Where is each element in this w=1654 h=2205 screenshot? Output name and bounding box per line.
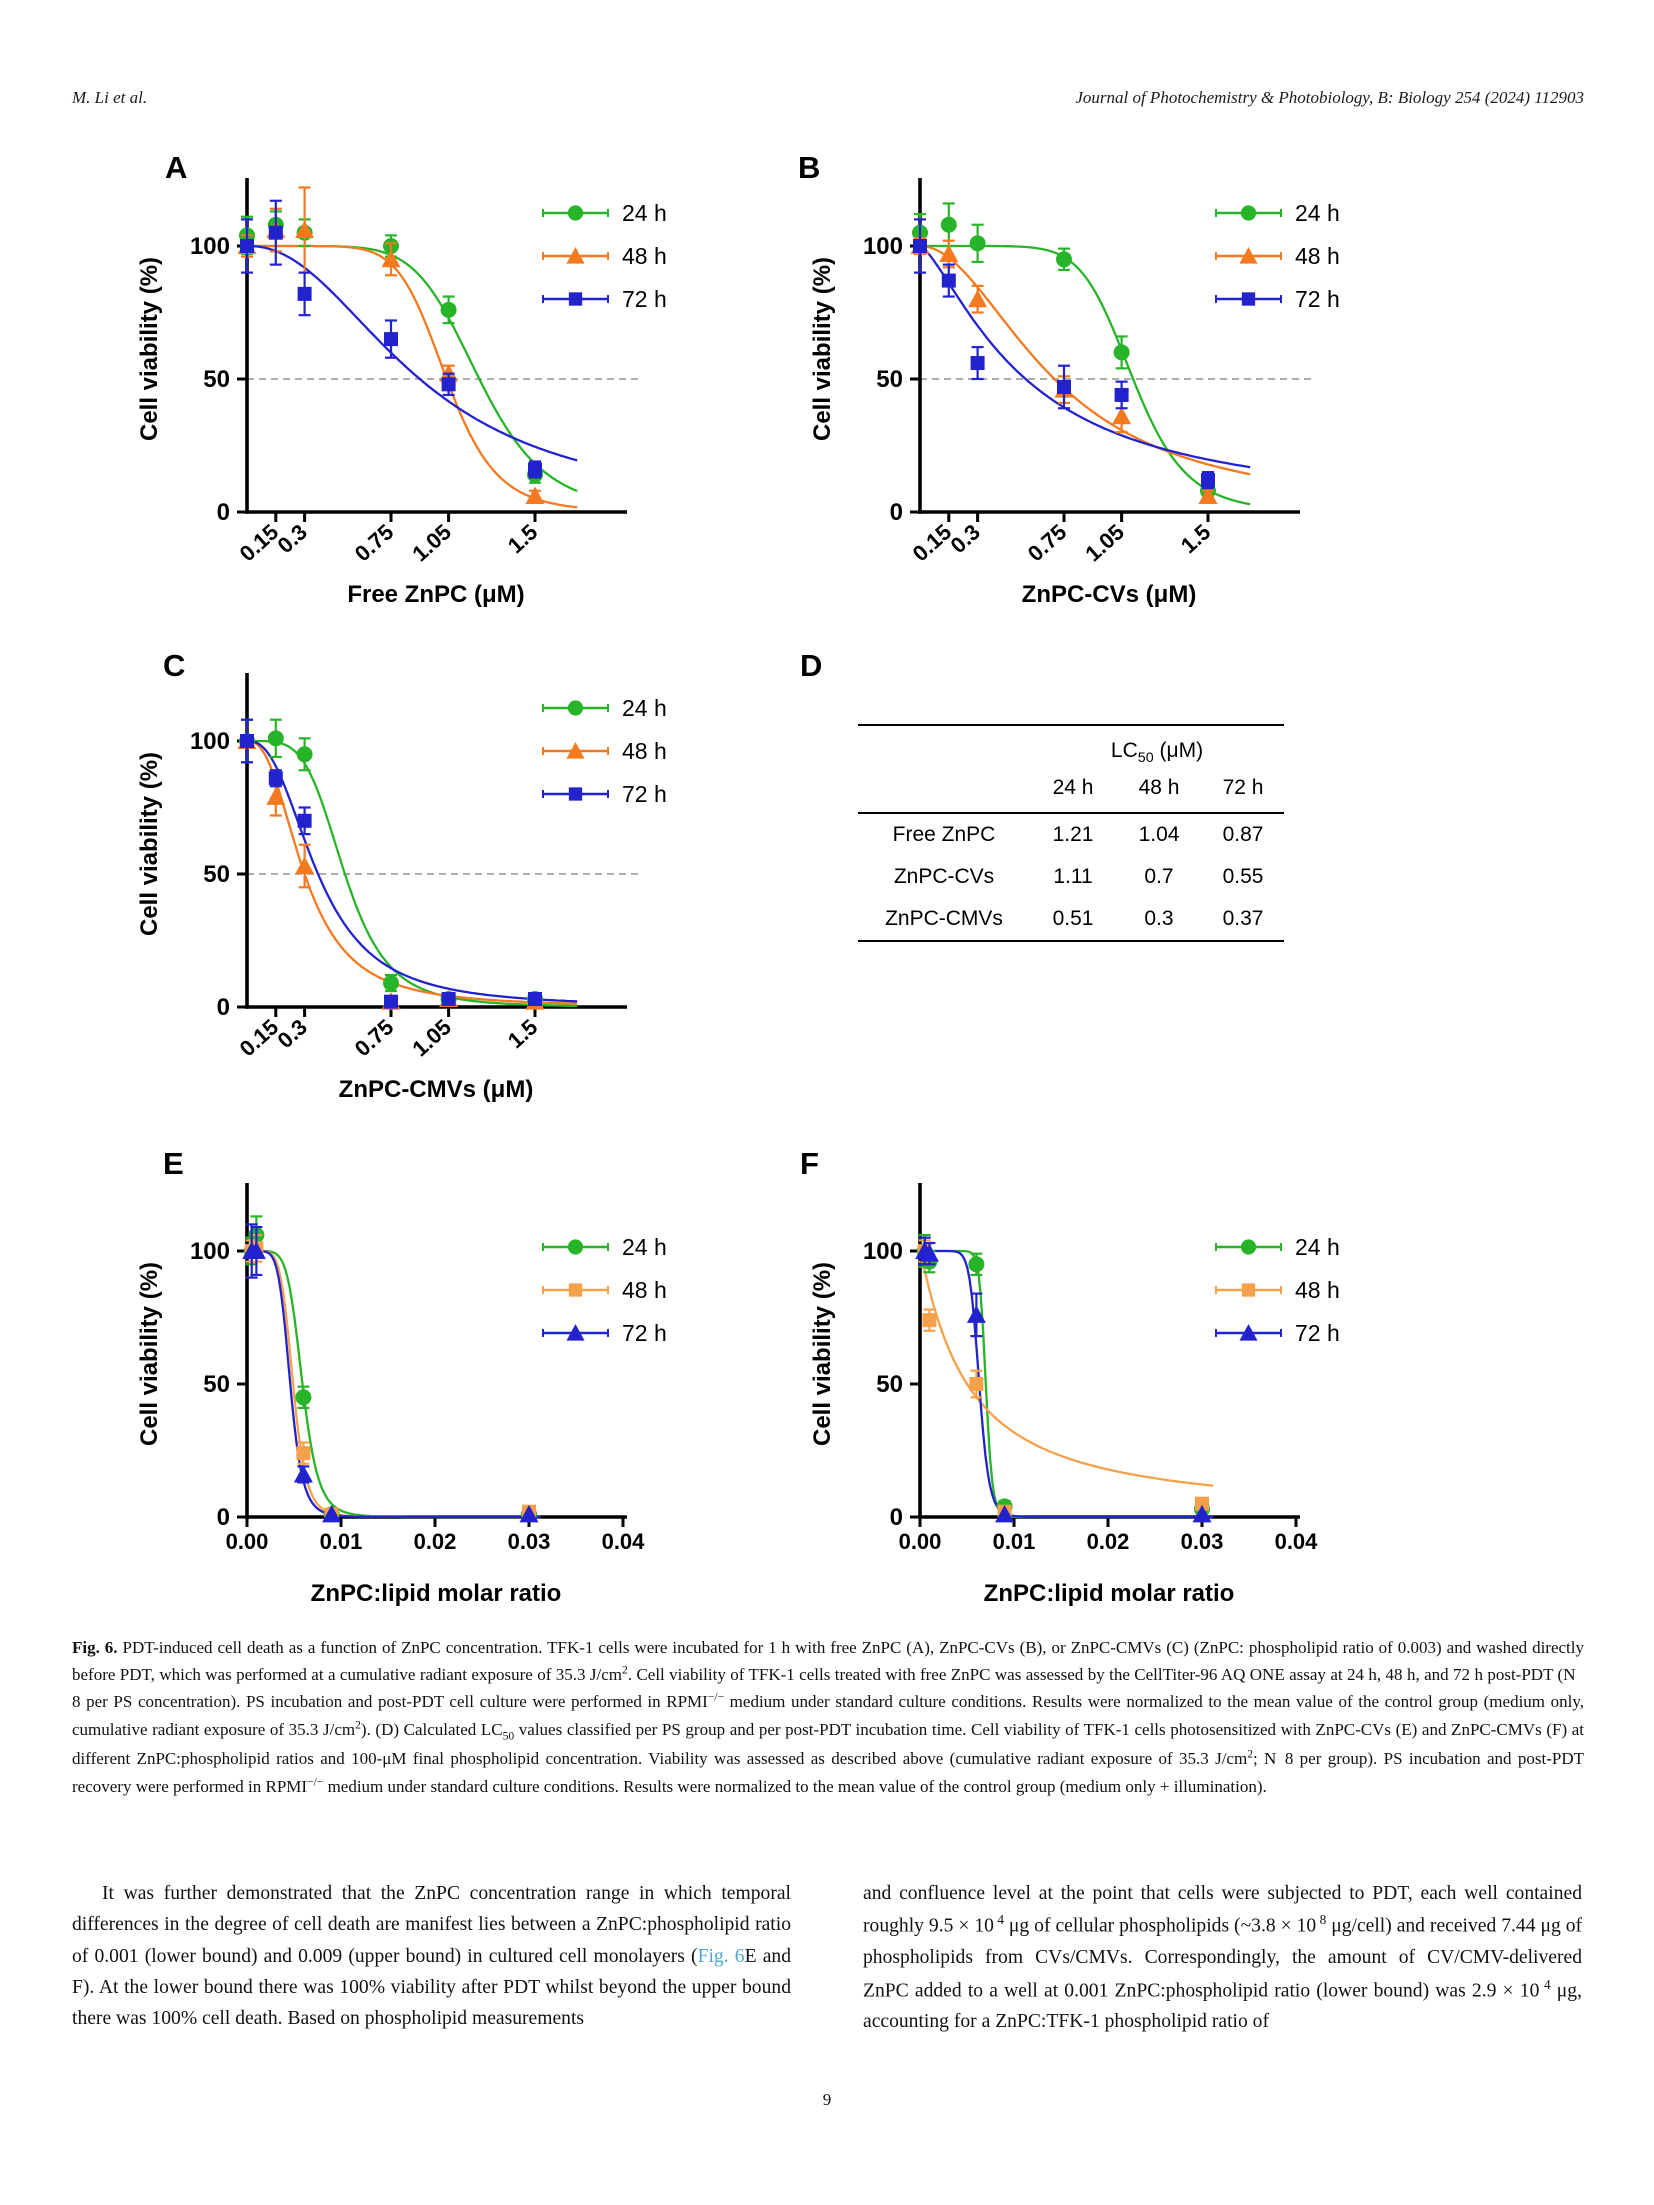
fit-curve	[920, 1251, 1213, 1486]
table-cell: 1.11	[1053, 865, 1093, 889]
legend	[1216, 200, 1340, 312]
y-axis-title: Cell viability (%)	[136, 256, 163, 442]
svg-text:0.3: 0.3	[272, 519, 312, 559]
svg-text:48 h: 48 h	[1295, 243, 1340, 269]
table-row	[858, 856, 1284, 898]
table-col-header: 48 h	[1138, 776, 1180, 800]
legend-item	[543, 200, 667, 226]
svg-text:0: 0	[216, 499, 230, 526]
legend-item	[1216, 200, 1340, 226]
fit-curve	[247, 246, 577, 507]
svg-text:0: 0	[889, 1504, 903, 1531]
series-24h	[239, 720, 543, 1007]
y-axis-title: Cell viability (%)	[809, 1261, 836, 1447]
table-cell: 0.87	[1222, 823, 1264, 847]
series-24h	[917, 1235, 1210, 1517]
svg-text:24 h: 24 h	[1295, 200, 1340, 226]
panel-e-chart	[105, 1097, 795, 1662]
legend-item	[543, 243, 667, 269]
series-48h	[918, 1240, 1209, 1518]
fit-curve	[247, 246, 577, 460]
svg-text:100: 100	[862, 233, 903, 260]
svg-text:1.5: 1.5	[1175, 519, 1216, 559]
svg-text:0.03: 0.03	[1180, 1529, 1224, 1554]
svg-text:1.05: 1.05	[407, 1014, 456, 1062]
svg-text:0: 0	[216, 994, 230, 1021]
table-row-label: ZnPC-CVs	[893, 865, 995, 889]
y-axis	[190, 673, 247, 1021]
table-col-header: 72 h	[1222, 776, 1264, 800]
svg-text:0.00: 0.00	[225, 1529, 269, 1554]
legend-item	[1216, 1320, 1340, 1346]
legend	[543, 200, 667, 312]
x-axis	[899, 1517, 1319, 1554]
fit-curve	[920, 1251, 1213, 1517]
legend-item	[543, 1277, 667, 1303]
table-col-header: 24 h	[1052, 776, 1094, 800]
svg-text:1.05: 1.05	[1080, 519, 1129, 567]
chart-svg	[105, 92, 795, 657]
panel-label-e: E	[163, 1146, 184, 1181]
table-cell: 1.04	[1138, 823, 1180, 847]
legend-item	[543, 695, 667, 721]
table-title-row	[858, 726, 1284, 770]
svg-text:72 h: 72 h	[622, 286, 667, 312]
svg-text:24 h: 24 h	[622, 200, 667, 226]
panel-f-chart	[778, 1097, 1468, 1662]
svg-text:1.5: 1.5	[502, 519, 543, 559]
page-number: 9	[822, 2090, 832, 2109]
svg-text:0.15: 0.15	[907, 519, 957, 567]
y-axis	[190, 178, 247, 526]
table-header-row	[858, 770, 1284, 814]
legend-item	[543, 738, 667, 764]
body-text-right-column: and confluence level at the point that cells were subjected to PDT, each well contained roughly 9.5 × 10 $^4$ μg of cellular phospholipids (~3.8 × 10 $^8$ μg/cell) and received 7.44 μg of phospholipids from CVs/CMVs. Correspondingly, the amount of CV/CMV-delivered ZnPC added to a well at 0.001 ZnPC:phospholipid ratio (lower bound) was 2.9 × 10 $^4$ μg, accounting for a ZnPC:TFK-1 phospholipid ratio of	[863, 1883, 1583, 2033]
x-axis	[226, 1517, 646, 1554]
svg-text:72 h: 72 h	[622, 781, 667, 807]
y-axis-title: Cell viability (%)	[136, 1261, 163, 1447]
y-axis	[863, 178, 920, 526]
svg-text:50: 50	[203, 1371, 230, 1398]
x-axis-title: ZnPC-CVs (μM)	[1021, 581, 1197, 608]
table-row	[858, 814, 1284, 856]
x-axis-title: ZnPC:lipid molar ratio	[310, 1580, 562, 1607]
panel-label-a: A	[165, 150, 188, 185]
figure-reference-link[interactable]: Fig. 6	[697, 1945, 745, 1967]
panel-a-chart	[105, 92, 795, 657]
table-cell: 0.55	[1222, 865, 1264, 889]
table-row-label: Free ZnPC	[892, 823, 996, 847]
table-cell: 0.7	[1144, 865, 1174, 889]
legend-item	[543, 286, 667, 312]
x-axis-title: Free ZnPC (μM)	[347, 581, 525, 608]
legend-item	[543, 781, 667, 807]
svg-text:72 h: 72 h	[622, 1320, 667, 1346]
fit-curve	[247, 246, 577, 491]
svg-text:24 h: 24 h	[622, 695, 667, 721]
table-cell: 0.51	[1052, 907, 1094, 931]
legend-item	[1216, 243, 1340, 269]
svg-text:50: 50	[203, 366, 230, 393]
svg-text:0.75: 0.75	[1022, 519, 1072, 567]
svg-text:0.15: 0.15	[234, 519, 284, 567]
figure-caption: Fig. 6. PDT-induced cell death as a function of ZnPC concentration. TFK-1 cells were incubated for 1 h with free ZnPC (A), ZnPC-CVs (B), or ZnPC-CMVs (C) (ZnPC: phospholipid ratio of 0.003) and washed directly before PDT, which was performed at a cumulative radiant exposure of 35.3 $J/cm^2$. Cell viability of TFK-1 cells treated with free ZnPC was assessed by the CellTiter-96 AQ ONE assay at 24 h, 48 h, and 72 h post-PDT (N 8 per PS concentration). PS incubation and post-PDT cell culture were performed in RPMI−/− medium under standard culture conditions. Results were normalized to the mean value of the control group (medium only, cumulative radiant exposure of 35.3 $J/cm^2$). (D) Calculated $LC_{50}$ values classified per PS group and per post-PDT incubation time. Cell viability of TFK-1 cells photosensitized with ZnPC-CVs (E) and ZnPC-CMVs (F) at different ZnPC:phospholipid ratios and 100-μM final phospholipid concentration. Viability was assessed as described above (cumulative radiant exposure of 35.3 $J/cm^2$; N 8 per group). PS incubation and post-PDT recovery were performed in RPMI−/− medium under standard culture conditions. Results were normalized to the mean value of the control group (medium only + illumination).	[72, 1638, 1584, 1796]
x-axis	[235, 512, 627, 566]
table-row	[858, 898, 1284, 940]
svg-text:0.02: 0.02	[1086, 1529, 1130, 1554]
panel-label-d: D	[800, 648, 823, 683]
svg-text:0.01: 0.01	[319, 1529, 363, 1554]
svg-text:50: 50	[876, 366, 903, 393]
legend	[1216, 1234, 1340, 1346]
fit-curve	[920, 246, 1250, 504]
svg-text:48 h: 48 h	[622, 243, 667, 269]
svg-text:0.15: 0.15	[234, 1014, 284, 1062]
svg-text:0.04: 0.04	[1274, 1529, 1318, 1554]
series-72h	[242, 1224, 538, 1522]
svg-text:0.03: 0.03	[507, 1529, 551, 1554]
fit-curve	[247, 741, 577, 1001]
svg-text:1.05: 1.05	[407, 519, 456, 567]
series-72h	[240, 720, 542, 1009]
svg-text:0.75: 0.75	[349, 519, 399, 567]
svg-text:0.04: 0.04	[601, 1529, 645, 1554]
y-axis-title: Cell viability (%)	[809, 256, 836, 442]
panel-label-b: B	[798, 150, 821, 185]
legend-item	[1216, 1234, 1340, 1260]
svg-text:48 h: 48 h	[622, 1277, 667, 1303]
svg-text:0: 0	[216, 1504, 230, 1531]
legend-item	[543, 1320, 667, 1346]
x-axis-title: ZnPC:lipid molar ratio	[983, 1580, 1235, 1607]
table-row-label: ZnPC-CMVs	[885, 907, 1003, 931]
svg-text:72 h: 72 h	[1295, 286, 1340, 312]
header-authors: M. Li et al.	[72, 88, 148, 107]
header-journal: Journal of Photochemistry & Photobiology, B: Biology 254 (2024) 112903	[1075, 88, 1584, 107]
svg-text:24 h: 24 h	[622, 1234, 667, 1260]
body-text-left-column: It was further demonstrated that the ZnPC concentration range in which temporal differences in the degree of cell death are manifest lies between a ZnPC:phospholipid ratio of 0.001 (lower bound) and 0.009 (upper bound) in cultured cell monolayers (Fig. 6E and F). At the lower bound there was 100% viability after PDT whilst beyond the upper bound there was 100% cell death. Based on phospholipid measurements	[72, 1883, 792, 2030]
legend	[543, 695, 667, 807]
chart-svg	[105, 587, 795, 1152]
svg-text:24 h: 24 h	[1295, 1234, 1340, 1260]
svg-text:50: 50	[203, 861, 230, 888]
svg-text:100: 100	[189, 233, 230, 260]
fit-curve	[920, 246, 1250, 474]
chart-svg	[778, 1097, 1468, 1662]
legend-item	[543, 1234, 667, 1260]
svg-text:0.00: 0.00	[898, 1529, 942, 1554]
svg-text:0.01: 0.01	[992, 1529, 1036, 1554]
svg-text:0.3: 0.3	[272, 1014, 312, 1054]
table-cell: 0.37	[1222, 907, 1264, 931]
svg-text:50: 50	[876, 1371, 903, 1398]
y-axis-title: Cell viability (%)	[136, 751, 163, 937]
chart-svg	[778, 92, 1468, 657]
x-axis	[908, 512, 1300, 566]
fit-curve	[920, 1251, 1213, 1517]
y-axis	[863, 1183, 920, 1531]
svg-text:100: 100	[189, 1238, 230, 1265]
panel-b-chart	[778, 92, 1468, 657]
panel-c-chart	[105, 587, 795, 1152]
svg-text:100: 100	[862, 1238, 903, 1265]
svg-text:0.02: 0.02	[413, 1529, 457, 1554]
chart-svg	[105, 1097, 795, 1662]
panel-label-f: F	[800, 1146, 819, 1181]
svg-text:1.5: 1.5	[502, 1014, 543, 1054]
table-cell: 1.21	[1052, 823, 1094, 847]
panel-label-c: C	[163, 648, 186, 683]
svg-text:48 h: 48 h	[1295, 1277, 1340, 1303]
svg-text:48 h: 48 h	[622, 738, 667, 764]
x-axis	[235, 1007, 627, 1061]
lc50-table	[858, 724, 1284, 942]
svg-text:0: 0	[889, 499, 903, 526]
svg-text:72 h: 72 h	[1295, 1320, 1340, 1346]
table-cell: 0.3	[1144, 907, 1174, 931]
legend-item	[1216, 286, 1340, 312]
legend	[543, 1234, 667, 1346]
series-24h	[244, 1216, 537, 1522]
svg-text:0.75: 0.75	[349, 1014, 399, 1062]
legend-item	[1216, 1277, 1340, 1303]
y-axis	[190, 1183, 247, 1531]
svg-text:0.3: 0.3	[945, 519, 985, 559]
table-title: $LC_{50}$ (μM)	[1110, 739, 1204, 767]
svg-text:100: 100	[189, 728, 230, 755]
x-axis-title: ZnPC-CMVs (μM)	[338, 1076, 534, 1103]
